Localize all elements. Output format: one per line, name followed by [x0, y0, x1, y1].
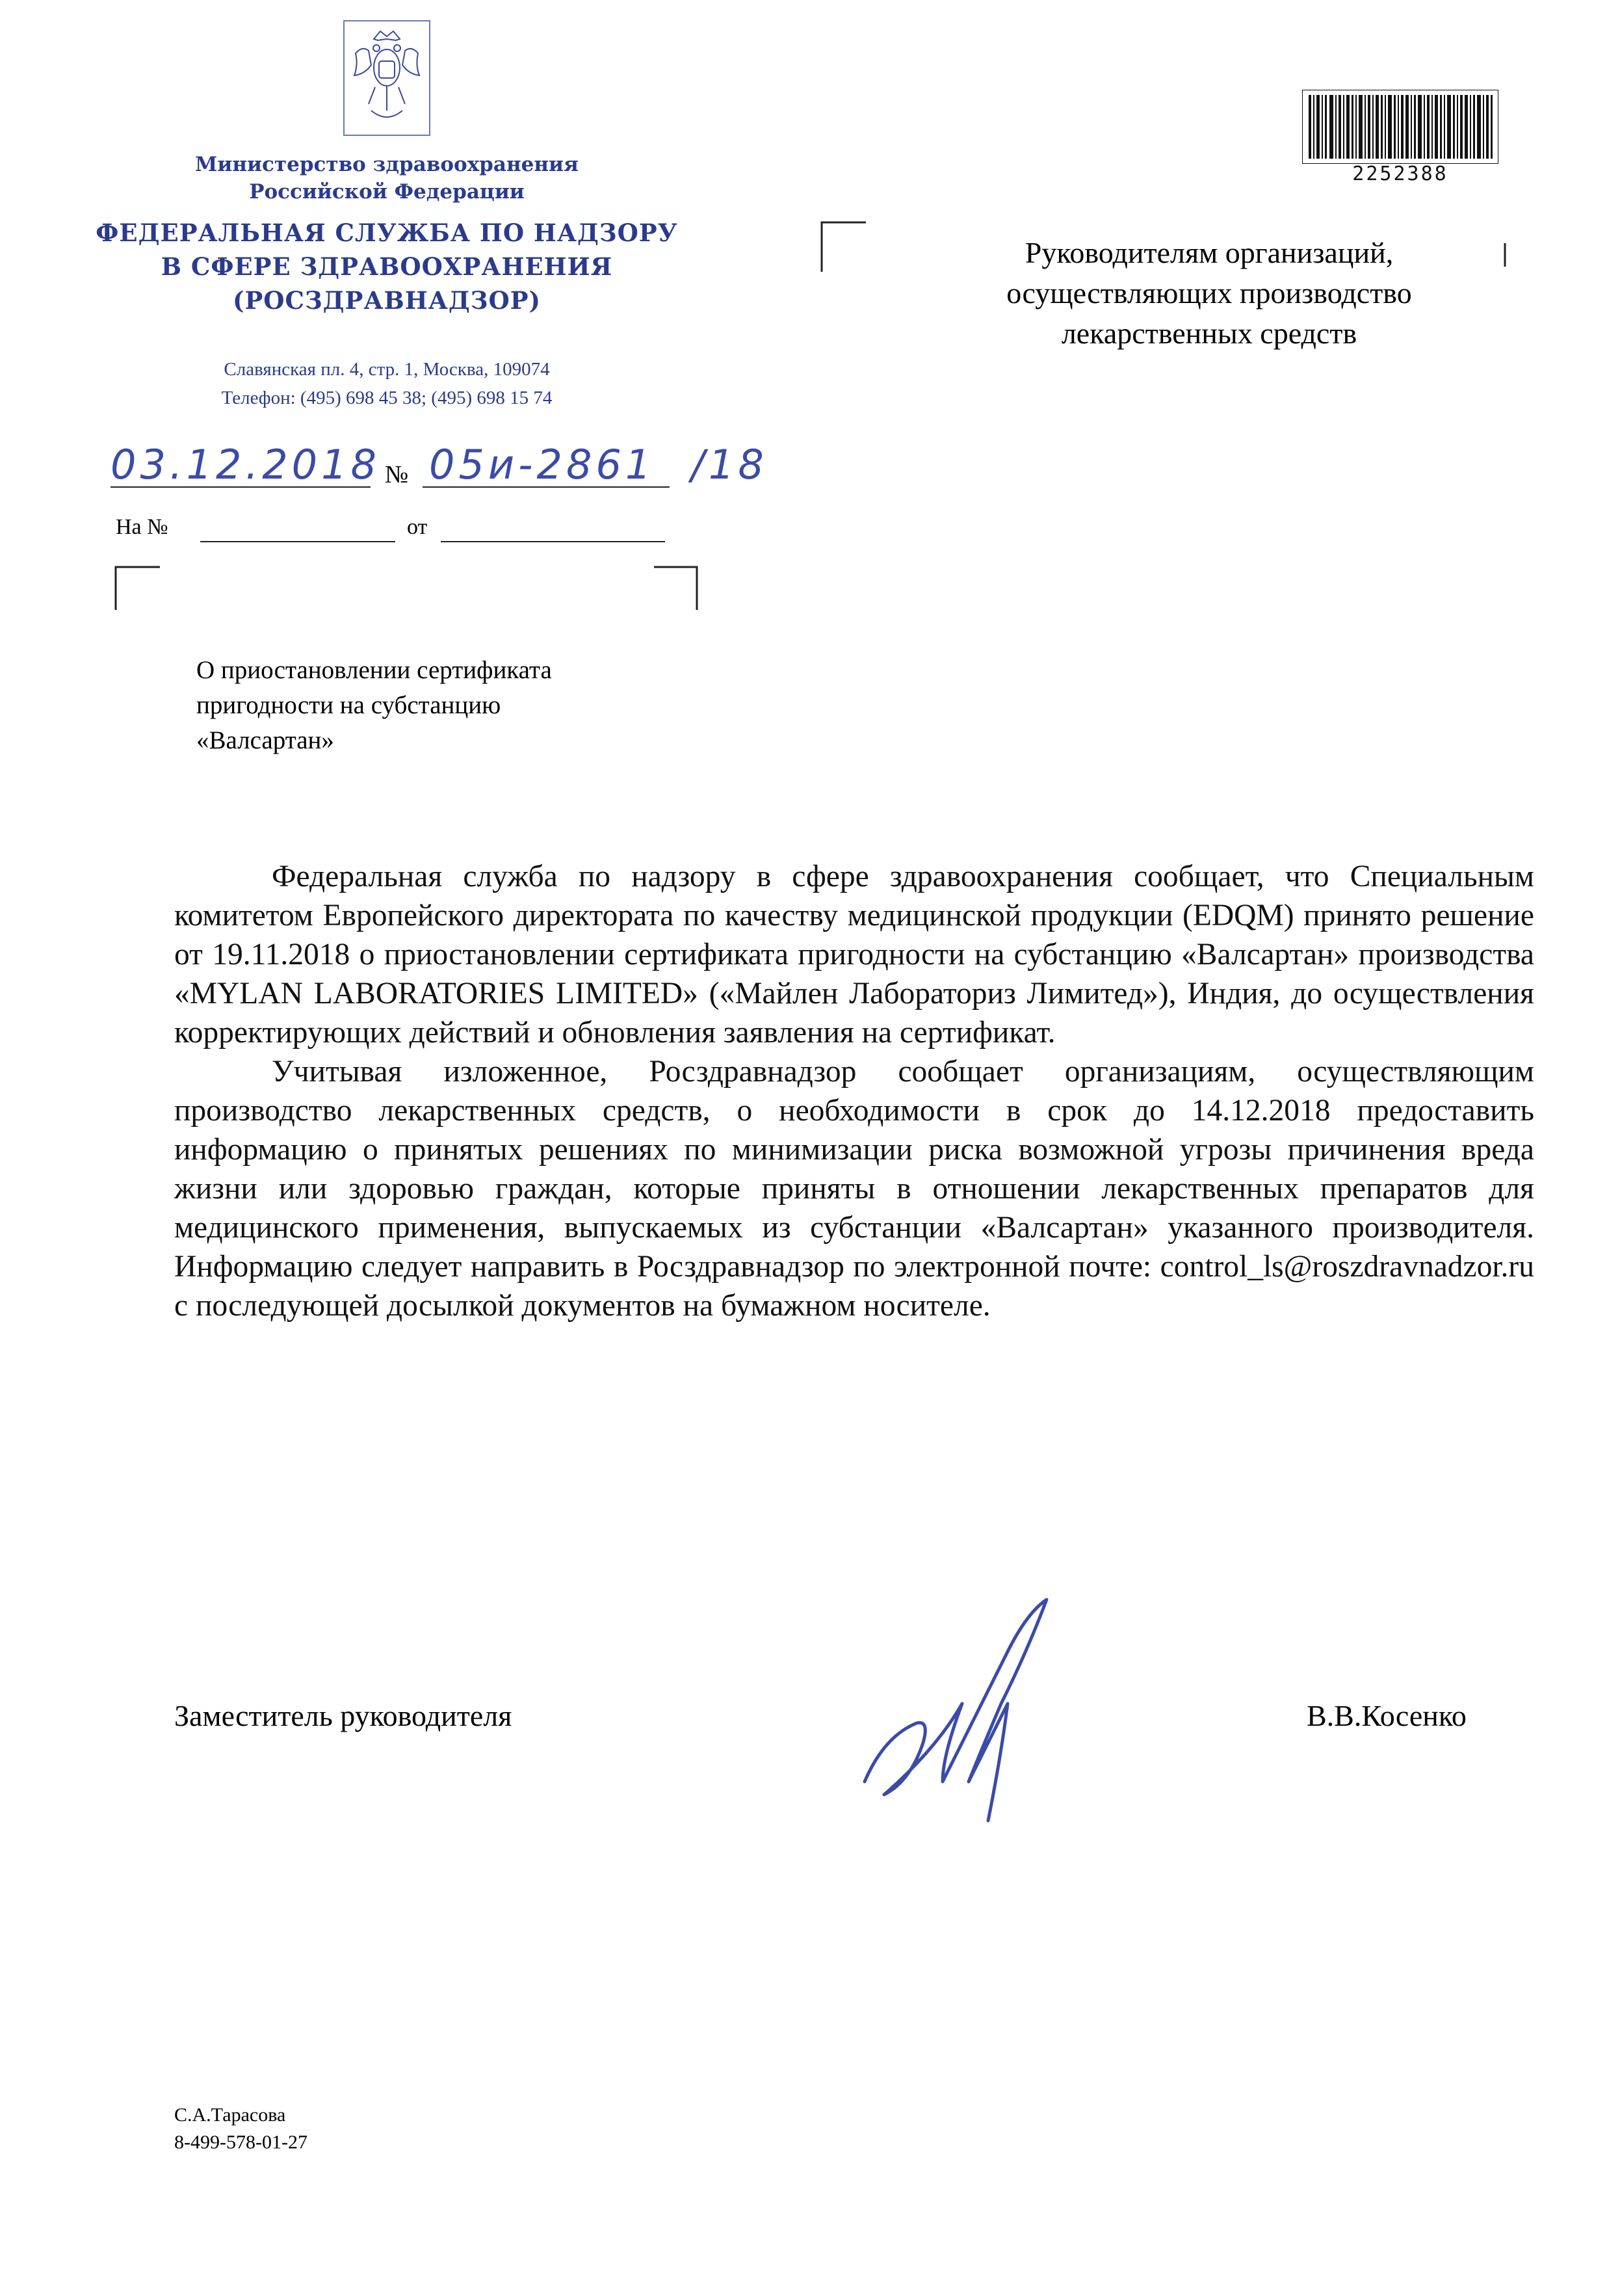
number-sign: № — [385, 461, 409, 488]
recipient-line-2: осуществляющих производство — [1006, 276, 1412, 310]
executor-phone: 8-499-578-01-27 — [174, 2131, 307, 2153]
signer-name: В.В.Косенко — [1307, 1699, 1467, 1732]
recipient-block — [936, 233, 1482, 354]
ministry-name — [130, 151, 644, 205]
recipient-side-mark — [1502, 242, 1508, 268]
registration-line — [111, 441, 768, 493]
handwritten-signature — [858, 1587, 1066, 1834]
service-line-3: (РОСЗДРАВНАДЗОР) — [232, 286, 542, 315]
ministry-line-2: Российской Федерации — [249, 180, 525, 204]
service-name — [85, 216, 689, 317]
reference-from-label: от — [407, 515, 428, 539]
reference-number-label: На № — [116, 515, 168, 539]
service-line-2: В СФЕРЕ ЗДРАВООХРАНЕНИЯ — [161, 252, 613, 281]
subject-line-1: О приостановлении сертификата — [196, 656, 552, 684]
barcode — [1302, 90, 1498, 164]
ministry-line-1: Министерство здравоохранения — [195, 153, 579, 176]
letter-body — [174, 857, 1534, 1325]
executor-info — [174, 2102, 307, 2156]
body-paragraph-2: Учитывая изложенное, Росздравнадзор сообщает организациям, осуществляющим производство лекарственных средств, о необходимости в срок до 14.12.2018 предоставить информацию о принятых решениях по минимизации риска возможной угрозы причинения вреда жизни или здоровью граждан, которые приняты в отношении лекарственных препаратов для медицинского применения, выпускаемых из субстанции «Валсартан» указанного производителя. Информацию следует направить в Росздравнадзор по электронной почте: control_ls@roszdravnadzor.ru с последующей досылкой документов на бумажном носителе. — [174, 1055, 1534, 1323]
registration-date: 03.12.2018 — [111, 441, 380, 488]
registration-suffix: /18 — [691, 441, 768, 488]
phone-line: Телефон: (495) 698 45 38; (495) 698 15 74 — [221, 388, 553, 408]
coat-of-arms-emblem — [343, 20, 431, 137]
registration-number: 05и-2861 — [429, 441, 655, 488]
service-address — [130, 355, 644, 412]
recipient-corner-bracket — [820, 221, 867, 273]
signer-title: Заместитель руководителя — [174, 1699, 512, 1732]
recipient-line-3: лекарственных средств — [1061, 317, 1357, 350]
service-line-1: ФЕДЕРАЛЬНАЯ СЛУЖБА ПО НАДЗОРУ — [96, 218, 678, 247]
subject-line-3: «Валсартан» — [196, 726, 334, 754]
subject-line-2: пригодности на субстанцию — [196, 691, 501, 719]
executor-name: С.А.Тарасова — [174, 2104, 286, 2126]
subject-corner-brackets — [114, 566, 699, 611]
letter-subject — [196, 653, 552, 758]
recipient-line-1: Руководителям организаций, — [1025, 236, 1394, 269]
reference-line — [116, 515, 701, 548]
barcode-number: 2252388 — [1352, 163, 1448, 185]
address-line: Славянская пл. 4, стр. 1, Москва, 109074 — [224, 359, 550, 380]
body-paragraph-1: Федеральная служба по надзору в сфере здравоохранения сообщает, что Специальным комитетом Европейского директората по качеству медицинской продукции (EDQM) принято решение от 19.11.2018 о приостановлении сертификата пригодности на субстанцию «Валсартан» производства «MYLAN LABORATORIES LIMITED» («Майлен Лабораториз Лимитед»), Индия, до осуществления корректирующих действий и обновления заявления на сертификат. — [174, 860, 1534, 1049]
